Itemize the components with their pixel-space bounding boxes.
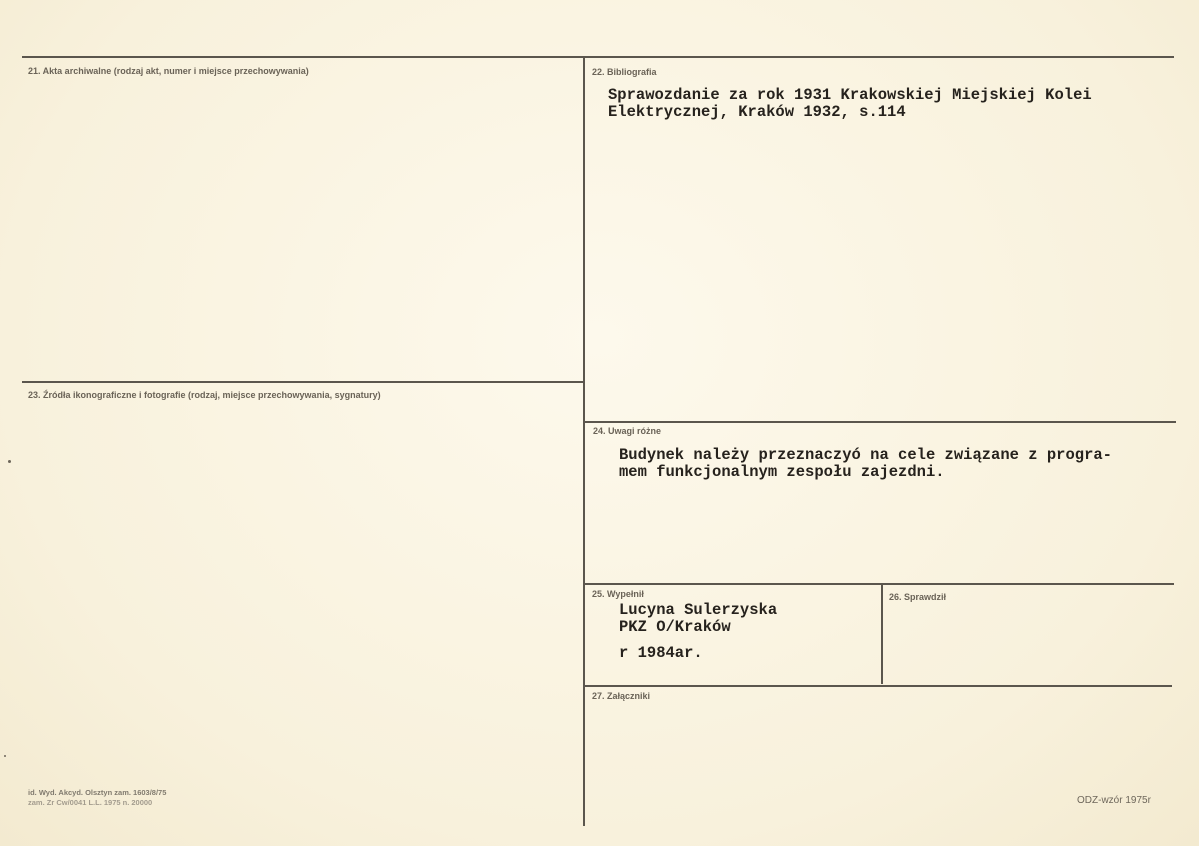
form-code: ODZ-wzór 1975r [1077, 795, 1151, 806]
rule-24-25 [584, 583, 1174, 585]
field-26-label: 26. Sprawdził [889, 592, 947, 602]
remarks-line-1: Budynek należy przeznaczyó na cele związane z progra- [619, 446, 1112, 464]
field-24-label: 24. Uwagi różne [593, 426, 662, 436]
field-21-label: 21. Akta archiwalne (rodzaj akt, numer i miejsce przechowywania) [28, 66, 309, 76]
remarks-line-2: mem funkcjonalnym zespołu zajezdni. [619, 463, 945, 481]
field-27-label: 27. Załączniki [592, 691, 651, 701]
printer-line-2: zam. Zr Cw/0041 L.L. 1975 n. 20000 [28, 798, 153, 807]
paper-speck [4, 755, 6, 757]
center-divider [583, 56, 585, 826]
bibliography-line-1: Sprawozdanie za rok 1931 Krakowskiej Miejskiej Kolei [608, 86, 1092, 104]
filled-by-office: PKZ O/Kraków [619, 618, 731, 636]
filled-by-date: r 1984ar. [619, 644, 703, 662]
bibliography-line-2: Elektrycznej, Kraków 1932, s.114 [608, 103, 906, 121]
rule-22-24 [584, 421, 1176, 423]
field-23-label: 23. Źródła ikonograficzne i fotografie (rodzaj, miejsce przechowywania, sygnatury) [28, 390, 381, 400]
top-rule [22, 56, 1174, 58]
field-25-label: 25. Wypełnił [592, 589, 644, 599]
filled-by-name: Lucyna Sulerzyska [619, 601, 778, 619]
paper-speck [8, 460, 11, 463]
rule-25-27 [584, 685, 1172, 687]
rule-21-23 [22, 381, 584, 383]
printer-line-1: id. Wyd. Akcyd. Olsztyn zam. 1603/8/75 [28, 788, 167, 797]
field-22-label: 22. Bibliografia [592, 67, 657, 77]
divider-25-26 [881, 584, 883, 684]
